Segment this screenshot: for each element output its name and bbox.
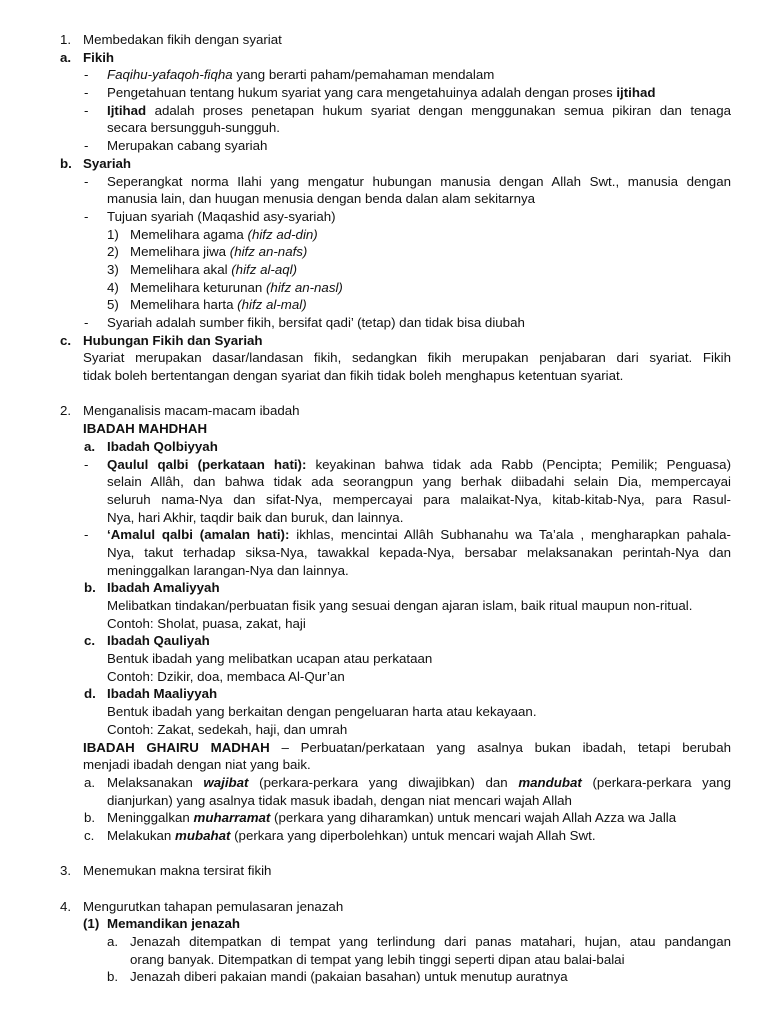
section-heading-1 [0, 31, 768, 49]
paragraph-text: Melibatkan tindakan/perbuatan fisik yang sesuai dengan ajaran islam, baik ritual maupun non-ritual. [107, 598, 693, 613]
item-text: Seperangkat norma Ilahi yang mengatur hubungan manusia dengan Allah Swt., manusia dengan [107, 173, 731, 189]
subheading-ibadah-qolbiyyah [0, 438, 768, 456]
subheading-text: Ibadah Maaliyyah [107, 686, 218, 702]
list-item [0, 173, 768, 191]
subheading-ibadah-qauliyah [0, 632, 768, 650]
list-number: 3) [107, 261, 119, 277]
numbered-item [0, 261, 768, 279]
item-text: Melaksanakan wajibat (perkara-perkara yang diwajibkan) dan mandubat (perkara-perkara yang [107, 774, 731, 790]
list-item [0, 526, 768, 544]
item-text: Memelihara keturunan (hifz an-nasl) [130, 279, 343, 295]
item-text: meninggalkan larangan-Nya dan lainnya. [107, 562, 349, 578]
list-number: 5) [107, 297, 119, 313]
subheading-ibadah-amaliyyah [0, 579, 768, 597]
numbered-item [0, 226, 768, 244]
list-number: (1) [83, 916, 100, 932]
subheading-memandikan-jenazah [0, 915, 768, 933]
item-text: Nya, takut terhadap siksa-Nya, tawakkal kepada-Nya, bersabar melaksanakan perintah-Nya dan [107, 544, 731, 560]
item-text: Memelihara agama (hifz ad-din) [130, 226, 318, 242]
subheading-text: IBADAH MAHDHAH [83, 421, 208, 437]
list-letter: c. [84, 633, 96, 649]
list-letter: a. [84, 438, 96, 454]
dash-bullet: - [84, 67, 89, 83]
paragraph-line [0, 615, 768, 633]
item-text: Nya, hari Akhir, taqdir baik dan buruk, dan lainnya. [107, 509, 404, 525]
dash-bullet: - [84, 456, 89, 472]
list-number: 2) [107, 244, 119, 260]
paragraph-line [0, 650, 768, 668]
list-letter: a. [84, 774, 96, 790]
subheading-text: Ibadah Qolbiyyah [107, 438, 218, 454]
subheading-ibadah-mahdhah [0, 420, 768, 438]
list-item [0, 84, 768, 102]
item-text: Syariah adalah sumber fikih, bersifat qadi’ (tetap) dan tidak bisa diubah [107, 315, 525, 330]
list-item [0, 827, 768, 845]
section-title: Membedakan fikih dengan syariat [83, 32, 282, 47]
dash-bullet: - [84, 85, 89, 101]
list-letter: b. [84, 580, 96, 596]
section-title: Menemukan makna tersirat fikih [83, 863, 272, 879]
list-item [0, 314, 768, 332]
subheading-text: Ibadah Qauliyah [107, 633, 210, 649]
section-heading-3 [0, 862, 768, 880]
list-item-continued [0, 509, 768, 527]
list-item-continued [0, 119, 768, 137]
item-text: dianjurkan) yang asalnya tidak masuk ibadah, dengan niat mencari wajah Allah [107, 792, 572, 808]
list-letter: b. [60, 155, 72, 171]
item-text: secara bersungguh-sungguh. [107, 120, 280, 136]
paragraph-text: Bentuk ibadah yang berkaitan dengan pengeluaran harta atau kekayaan. [107, 704, 537, 720]
list-letter: a. [107, 934, 119, 950]
item-text: orang banyak. Ditempatkan di tempat yang lebih tinggi seperti dipan atau balai-balai [130, 951, 625, 967]
list-letter: c. [60, 332, 72, 348]
dash-bullet: - [84, 208, 89, 224]
list-item [0, 933, 768, 951]
numbered-item [0, 243, 768, 261]
subheading-text: Syariah [83, 155, 132, 171]
item-text: Pengetahuan tentang hukum syariat yang cara mengetahuinya adalah dengan proses ijtihad [107, 85, 656, 101]
paragraph-line [0, 668, 768, 686]
list-item-continued [0, 473, 768, 491]
paragraph-line [0, 739, 768, 757]
item-text: seluruh nama-Nya dan sifat-Nya, mempercayai para malaikat-Nya, kitab-kitab-Nya, para Rasul- [107, 491, 731, 507]
list-letter: b. [84, 810, 96, 826]
section-heading-2 [0, 402, 768, 420]
item-text: Meninggalkan muharramat (perkara yang diharamkan) untuk mencari wajah Allah Azza wa Jalla [107, 810, 677, 826]
subheading-text: Hubungan Fikih dan Syariah [83, 332, 263, 348]
list-letter: b. [107, 969, 119, 985]
numbered-item [0, 279, 768, 297]
section-heading-4 [0, 898, 768, 916]
item-text: Melakukan mubahat (perkara yang diperbolehkan) untuk mencari wajah Allah Swt. [107, 827, 596, 843]
list-number: 3. [60, 863, 72, 879]
paragraph-text: Bentuk ibadah yang melibatkan ucapan atau perkataan [107, 651, 433, 667]
list-letter: d. [84, 686, 96, 702]
list-item [0, 809, 768, 827]
subheading-text: Fikih [83, 49, 115, 65]
list-letter: a. [60, 49, 72, 65]
dash-bullet: - [84, 138, 89, 154]
item-text: Jenazah ditempatkan di tempat yang terlindung dari panas matahari, hujan, atau pandangan [130, 934, 731, 950]
dash-bullet: - [84, 102, 89, 118]
item-text: manusia lain, dan huugan menusia dengan benda dalan alam sekitarnya [107, 191, 536, 207]
list-item-continued [0, 792, 768, 810]
list-number: 4. [60, 898, 72, 914]
dash-bullet: - [84, 315, 89, 330]
paragraph-text: Contoh: Dzikir, doa, membaca Al-Qur’an [107, 668, 345, 684]
subheading-ibadah-maaliyyah [0, 685, 768, 703]
list-item-continued [0, 491, 768, 509]
paragraph-line [0, 703, 768, 721]
list-item [0, 66, 768, 84]
item-text: Jenazah diberi pakaian mandi (pakaian basahan) untuk menutup auratnya [130, 969, 568, 985]
subheading-text: Memandikan jenazah [107, 916, 241, 932]
item-text: Ijtihad adalah proses penetapan hukum syariat dengan menggunakan semua pikiran dan tenaga [107, 102, 731, 118]
list-letter: c. [84, 827, 95, 843]
item-text: Tujuan syariah (Maqashid asy-syariah) [107, 208, 336, 224]
section-title: Menganalisis macam-macam ibadah [83, 403, 300, 419]
paragraph-line [0, 597, 768, 615]
subheading-text: Ibadah Amaliyyah [107, 580, 220, 596]
list-item-continued [0, 562, 768, 580]
list-item [0, 208, 768, 226]
list-item-continued [0, 951, 768, 969]
item-text: Faqihu-yafaqoh-fiqha yang berarti paham/pemahaman mendalam [107, 67, 495, 83]
document-page [0, 31, 768, 986]
list-number: 1) [107, 226, 119, 242]
paragraph-text: Contoh: Zakat, sedekah, haji, dan umrah [107, 721, 348, 737]
item-text: Memelihara akal (hifz al-aql) [130, 261, 298, 277]
paragraph-text: Syariat merupakan dasar/landasan fikih, sedangkan fikih merupakan penjabaran dari syariat. Fikih [83, 350, 731, 366]
list-item-continued [0, 190, 768, 208]
list-item [0, 456, 768, 474]
item-text: selain Allâh, dan bahwa tidak ada seorangpun yang berhak diibadahi selain Dia, mempercayai [107, 474, 731, 490]
item-text: Memelihara jiwa (hifz an-nafs) [130, 244, 308, 260]
item-text: Qaulul qalbi (perkataan hati): keyakinan bahwa tidak ada Rabb (Pencipta; Pemilik; Penguasa) [107, 456, 731, 472]
list-item-continued [0, 544, 768, 562]
paragraph-text: IBADAH GHAIRU MADHAH – Perbuatan/perkataan yang asalnya bukan ibadah, tetapi berubah [83, 739, 731, 755]
subheading-syariah [0, 155, 768, 173]
paragraph-text: menjadi ibadah dengan niat yang baik. [83, 757, 311, 773]
dash-bullet: - [84, 527, 89, 543]
item-text: Memelihara harta (hifz al-mal) [130, 297, 307, 313]
list-number: 4) [107, 279, 119, 295]
paragraph-line [0, 721, 768, 739]
list-item [0, 774, 768, 792]
numbered-item [0, 296, 768, 314]
list-number: 1. [60, 32, 72, 47]
subheading-fikih [0, 49, 768, 67]
dash-bullet: - [84, 173, 89, 189]
list-item [0, 968, 768, 986]
list-item [0, 137, 768, 155]
paragraph-line [0, 756, 768, 774]
list-number: 2. [60, 403, 72, 419]
paragraph-line [0, 349, 768, 367]
item-text: ‘Amalul qalbi (amalan hati): ikhlas, mencintai Allâh Subhanahu wa Ta’ala , mengharapkan pahala- [107, 527, 731, 543]
list-item [0, 102, 768, 120]
paragraph-text: Contoh: Sholat, puasa, zakat, haji [107, 615, 306, 631]
subheading-hubungan [0, 332, 768, 350]
paragraph-line [0, 367, 768, 385]
section-title: Mengurutkan tahapan pemulasaran jenazah [83, 898, 344, 914]
paragraph-text: tidak boleh bertentangan dengan syariat dan fikih tidak boleh menghapus ketentuan syariat. [83, 368, 624, 384]
item-text: Merupakan cabang syariah [107, 138, 268, 154]
